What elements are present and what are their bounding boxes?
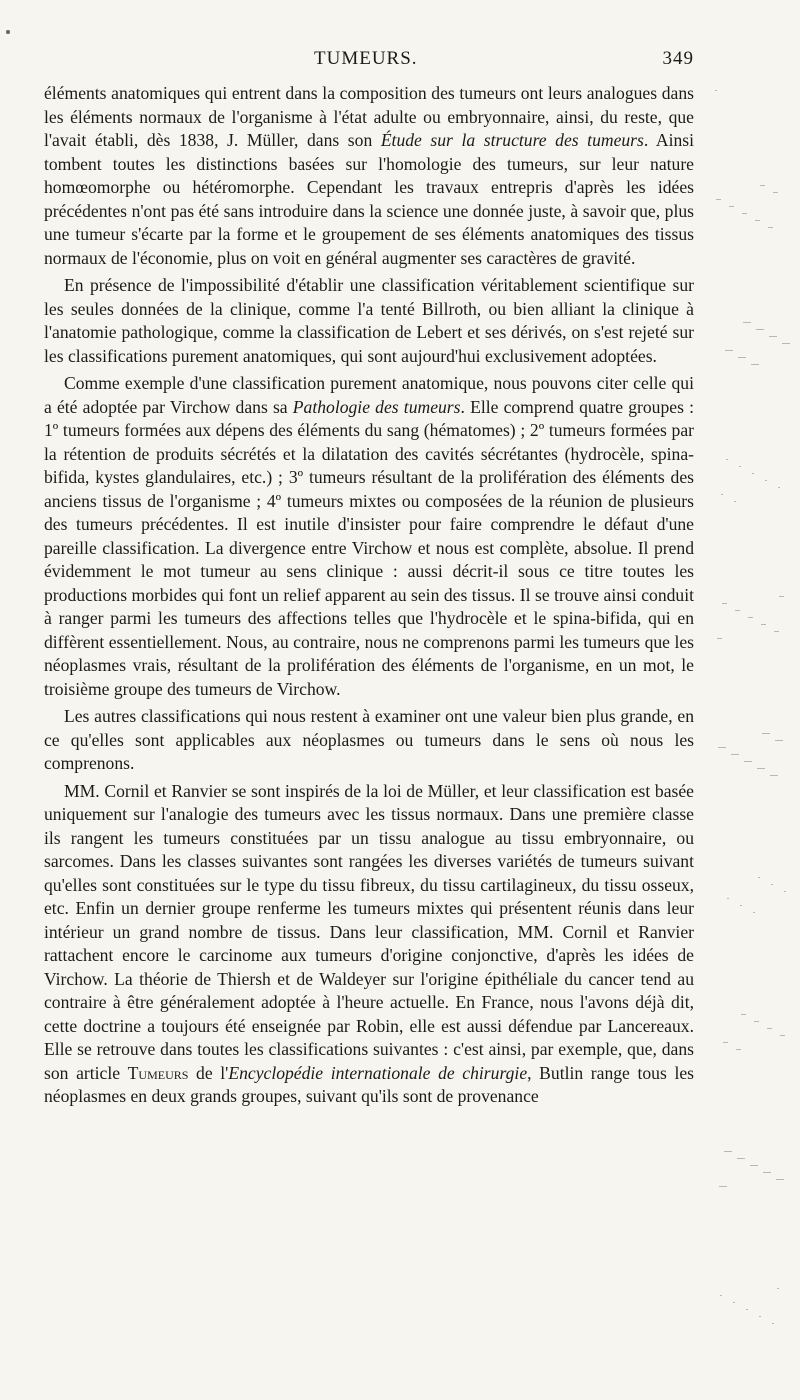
running-title: TUMEURS. (314, 48, 418, 69)
scan-speck (733, 1302, 735, 1303)
scan-speck (758, 877, 760, 878)
scan-speck (736, 1049, 741, 1050)
italic-text: Encyclopédie internationale de chirurgie (228, 1062, 528, 1083)
scan-speck (746, 1309, 748, 1310)
text-run: Comme exemple d'une classification purement anatomique, nous pouvons citer celle qui a été adoptée par Virchow dans sa (44, 373, 694, 417)
scan-speck (784, 891, 786, 892)
scan-speck (771, 884, 773, 885)
scan-speck (744, 761, 752, 762)
scan-speck (750, 1165, 758, 1166)
scan-speck (760, 185, 765, 186)
scan-speck (780, 1035, 785, 1036)
scan-speck (739, 466, 741, 467)
scan-speck (720, 1295, 722, 1296)
body-text (44, 82, 694, 1109)
scan-speck (762, 733, 770, 734)
text-run: . Ainsi tombent toutes les distinctions basées sur l'homologie des tumeurs, sur leur nature homœomorphe ou hétéromorphe. Cependant les travaux entrepris d'après les idées précédentes n'ont pas été sans introduire dans la science une donnée juste, à savoir que, plus une tumeur s'écarte par la forme et le groupement de ses éléments anatomiques des tissus normaux de l'économie, plus on voit en général augmenter ses caractères de gravité. (44, 130, 694, 268)
scan-speck (767, 1028, 772, 1029)
scan-speck (774, 631, 779, 632)
scan-speck (741, 1014, 746, 1015)
page-number: 349 (662, 48, 694, 69)
book-page (44, 48, 694, 1113)
scan-speck (777, 1288, 779, 1289)
scan-speck (722, 603, 727, 604)
scan-speck (719, 1186, 727, 1187)
text-run: de l' (188, 1062, 229, 1083)
scan-speck (743, 322, 751, 323)
scan-speck (761, 624, 766, 625)
text-run: Les autres classifications qui nous restent à examiner ont une valeur bien plus grande, en ce qu'elles sont applicables aux néoplasmes ou tumeurs dans le sens où nous les comprenons. (44, 706, 694, 773)
scan-speck (715, 90, 717, 91)
scan-speck (751, 364, 759, 365)
scan-speck (763, 1172, 771, 1173)
scan-dot (6, 30, 10, 34)
running-header (44, 48, 694, 82)
scan-speck (729, 206, 734, 207)
paragraph (44, 372, 694, 701)
italic-text: Étude sur la structure des tumeurs (380, 130, 644, 150)
scan-speck (769, 336, 777, 337)
scan-speck (765, 480, 767, 481)
scan-speck (727, 898, 729, 899)
scan-speck (740, 905, 742, 906)
text-run: , Butlin range tous les néoplasmes en deux grands groupes, suivant qu'ils sont de provenance (44, 1062, 695, 1106)
paragraph (44, 274, 694, 368)
paragraph (44, 82, 694, 270)
scan-speck (726, 459, 728, 460)
scan-speck (723, 1042, 728, 1043)
scan-speck (770, 775, 778, 776)
scan-speck (748, 617, 753, 618)
scan-speck (737, 1158, 745, 1159)
scan-speck (773, 192, 778, 193)
smallcaps-text: Tumeurs (127, 1062, 189, 1083)
scan-speck (742, 213, 747, 214)
scan-speck (772, 1323, 774, 1324)
scan-speck (725, 350, 733, 351)
paragraph (44, 705, 694, 776)
scan-speck (753, 912, 755, 913)
scan-speck (757, 768, 765, 769)
scan-speck (779, 596, 784, 597)
text-run: éléments anatomiques qui entrent dans la composition des tumeurs ont leurs analogues dans les éléments normaux de l'organisme à l'état adulte ou embryonnaire, ainsi, du reste, que l'avait établi, dès 1838, J. Müller, dans son (44, 83, 694, 150)
scan-speck (756, 329, 764, 330)
scan-speck (738, 357, 746, 358)
scan-speck (776, 1179, 784, 1180)
scan-speck (755, 220, 760, 221)
scan-speck (718, 747, 726, 748)
scan-speck (768, 227, 773, 228)
text-run: MM. Cornil et Ranvier se sont inspirés de la loi de Müller, et leur classification est basée uniquement sur l'analogie des tumeurs avec les tissus normaux. Dans une première classe ils rangent les tumeurs constituées par un tissu analogue au tissu embryonnaire, ou sarcomes. Dans les classes suivantes sont rangées les diverses variétés de tumeurs suivant qu'elles sont constituées sur le type du tissu fibreux, du tissu cartilagineux, du tissu osseux, etc. Enfin un dernier groupe renferme les tumeurs mixtes qui présentent réunis dans leur intérieur un grand nombre de tissus. Dans leur classification, MM. Cornil et Ranvier rattachent encore le carcinome aux tumeurs d'origine conjonctive, d'après les idées de Virchow. La théorie de Thiersh et de Waldeyer sur l'origine épithéliale du cancer tend au contraire à être généralement adoptée à l'heure actuelle. En France, nous l'avons déjà dit, cette doctrine a toujours été enseignée par Robin, elle est aussi défendue par Lancereaux. Elle se retrouve dans toutes les classifications suivantes : c'est ainsi, par exemple, que, dans son article (44, 780, 694, 1083)
text-run: En présence de l'impossibilité d'établir une classification véritablement scientifique sur les seules données de la clinique, comme l'a tenté Billroth, ou bien alliant la clinique à l'anatomie pathologique, comme la classification de Lebert et ses dérivés, on s'est rejeté sur les classifications purement anatomiques, qui sont aujourd'hui exclusivement adoptées. (44, 275, 694, 366)
paragraph (44, 780, 694, 1109)
scan-speck (731, 754, 739, 755)
scan-speck (782, 343, 790, 344)
scan-speck (735, 610, 740, 611)
scan-speck (724, 1151, 732, 1152)
scan-speck (717, 638, 722, 639)
scan-speck (752, 473, 754, 474)
scan-speck (716, 199, 721, 200)
scan-speck (778, 487, 780, 488)
italic-text: Pathologie des tumeurs (292, 396, 461, 417)
scan-speck (721, 494, 723, 495)
scan-speck (734, 501, 736, 502)
text-run: . Elle comprend quatre groupes : 1º tumeurs formées aux dépens des éléments du sang (hématomes) ; 2º tumeurs formées par la rétention de produits sécrétés et la dilatation des cavités sécrétantes (hydrocèle, spina-bifida, kystes glandulaires, etc.) ; 3º tumeurs résultant de la prolifération des éléments des anciens tissus de l'organisme ; 4º tumeurs mixtes ou composées de la réunion de plusieurs des tumeurs précédentes. Il est inutile d'insister pour faire comprendre le défaut d'une pareille classification. La divergence entre Virchow et nous est complète, absolue. Il prend évidemment le mot tumeur au sens clinique : aussi décrit-il sous ce titre toutes les productions morbides qui font un relief apparent au sein des tissus. Il se trouve ainsi conduit à ranger parmi les tumeurs des affections telles que l'hydrocèle et le spina-bifida, qui en diffèrent essentiellement. Nous, au contraire, nous ne comprenons parmi les tumeurs que les néoplasmes vrais, résultant de la prolifération des éléments de l'organisme, en un mot, le troisième groupe des tumeurs de Virchow. (44, 396, 694, 699)
scan-speck (754, 1021, 759, 1022)
scan-speck (759, 1316, 761, 1317)
scan-speck (775, 740, 783, 741)
